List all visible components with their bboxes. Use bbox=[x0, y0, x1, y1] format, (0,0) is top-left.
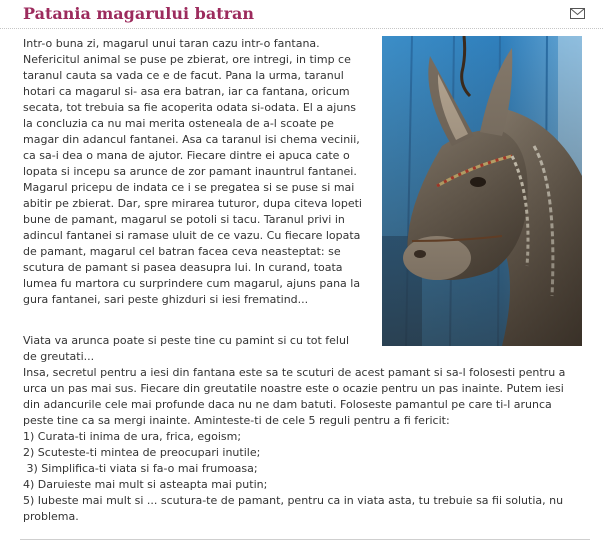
story-line: gura fantanei, sari peste ghizduri si iesi frematind... bbox=[23, 293, 309, 306]
story-line: scutura de pamant si pasea deasupra lui. In curand, toata bbox=[23, 261, 343, 274]
story-line: Nefericitul animal se puse pe zbierat, ore intregi, in timp ce bbox=[23, 53, 351, 66]
story-line: abitir pe zbierat. Dar, spre mirarea tuturor, dupa citeva lopeti bbox=[23, 197, 362, 210]
story-line: ca sa-i dea o mana de ajutor. Fiecare dintre ei apuca cate o bbox=[23, 149, 350, 162]
moral-line: Viata va arunca poate si peste tine cu pamint si cu tot felul bbox=[23, 334, 350, 347]
story-line: adincul fantanei si ramase uluit de ce vazu. Cu fiecare lopata bbox=[23, 229, 361, 242]
bottom-divider bbox=[20, 539, 590, 540]
article-title: Patania magarului batran bbox=[23, 4, 255, 23]
rule-item: problema. bbox=[23, 510, 79, 523]
story-line: taranul cauta sa vada ce e de facut. Pana la urma, taranul bbox=[23, 69, 344, 82]
moral-line: de greutati... bbox=[23, 350, 95, 363]
story-line: Intr-o buna zi, magarul unui taran cazu intr-o fantana. bbox=[23, 37, 320, 50]
envelope-icon[interactable] bbox=[570, 8, 585, 19]
story-line: hotari ca magarul si- asa era batran, iar ca fantana, oricum bbox=[23, 85, 350, 98]
story-line: la concluzia ca nu mai merita osteneala de a-l scoate pe bbox=[23, 117, 334, 130]
story-line: lopata si incepu sa arunce de zor pamant inauntrul fantanei. bbox=[23, 165, 357, 178]
rule-item: 1) Curata-ti inima de ura, frica, egoism; bbox=[23, 430, 242, 443]
story-line: magar din adancul fantanei. Asa ca taranul isi chema vecinii, bbox=[23, 133, 360, 146]
lesson-line: Insa, secretul pentru a iesi din fantana este sa te scuturi de acest pamant si sa-l folosesti pentru a bbox=[23, 366, 566, 379]
lesson-line: urca un pas mai sus. Fiecare din greutatile noastre este o ocazie pentru un pas inainte. Putem iesi bbox=[23, 382, 564, 395]
story-line: Magarul pricepu de indata ce i se pregatea si se puse si mai bbox=[23, 181, 355, 194]
rule-item: 2) Scuteste-ti mintea de preocupari inutile; bbox=[23, 446, 261, 459]
rule-item: 5) Iubeste mai mult si ... scutura-te de pamant, pentru ca in viata asta, tu trebuie sa fii solutia, nu bbox=[23, 494, 564, 507]
rule-item: 4) Daruieste mai mult si asteapta mai putin; bbox=[23, 478, 268, 491]
rule-item: 3) Simplifica-ti viata si fa-o mai frumoasa; bbox=[23, 462, 258, 475]
lesson-line: peste tine ca sa mergi inainte. Aminteste-ti de cele 5 reguli pentru a fi fericit: bbox=[23, 414, 450, 427]
story-line: lumea fu martora cu surprindere cum magarul, ajuns pana la bbox=[23, 277, 361, 290]
story-line: de pamant, magarul cel batran facea ceva neasteptat: se bbox=[23, 245, 341, 258]
story-line: secata, tot trebuia sa fie acoperita odata si-odata. El a ajuns bbox=[23, 101, 357, 114]
title-divider bbox=[0, 28, 603, 29]
lesson-line: din adancurile cele mai profunde daca nu ne dam batuti. Foloseste pamantul pe care ti-l arunca bbox=[23, 398, 552, 411]
donkey-photo bbox=[382, 36, 582, 346]
story-line: bune de pamant, magarul se potoli si tacu. Taranul privi in bbox=[23, 213, 345, 226]
